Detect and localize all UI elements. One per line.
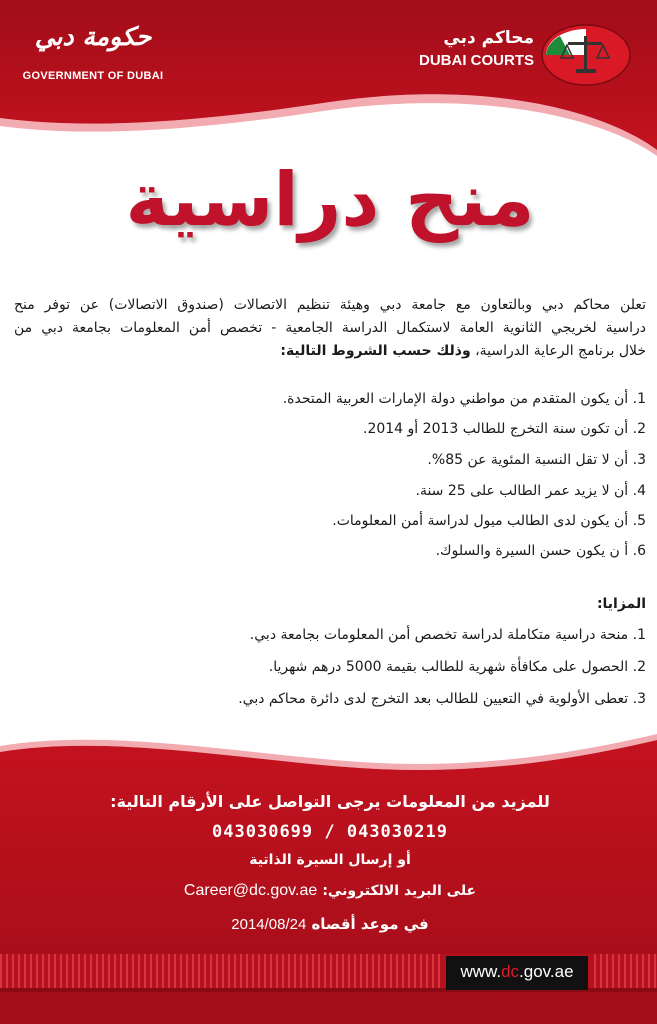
condition-item: 4. أن لا يزيد عمر الطالب على 25 سنة.: [415, 483, 646, 499]
contact-intro: للمزيد من المعلومات يرجى التواصل على الأرقام التالية:: [110, 792, 550, 811]
dubai-courts-logo[interactable]: [410, 22, 642, 92]
deadline-label: في موعد أقصاه: [311, 915, 429, 933]
website-text: [446, 962, 588, 982]
condition-item: 6. أ ن يكون حسن السيرة والسلوك.: [435, 543, 646, 559]
government-of-dubai-logo[interactable]: [18, 22, 168, 88]
website-link[interactable]: [446, 956, 588, 990]
website-suffix: .gov.ae: [519, 962, 574, 981]
condition-item: 3. أن لا تقل النسبة المئوية عن 85%.: [427, 452, 646, 468]
intro-line-2: دراسية لخريجي الثانوية العامة لاستكمال الدراسة الجامعية - تخصص أمن المعلومات بجامعة دبي من: [14, 320, 646, 336]
government-logo-arabic: حكومة دبي: [34, 22, 152, 51]
benefits-title: المزايا:: [596, 596, 646, 612]
email-label: على البريد الالكتروني:: [322, 883, 477, 899]
scales-of-justice-icon: [540, 22, 640, 88]
benefit-item: 2. الحصول على مكافأة شهرية للطالب بقيمة 5000 درهم شهريا.: [268, 659, 646, 675]
email-row: [60, 880, 600, 900]
courts-logo-english: DUBAI COURTS: [419, 52, 534, 69]
phone-numbers[interactable]: 043030699 / 043030219: [212, 822, 448, 842]
website-prefix: www.: [460, 962, 502, 981]
benefit-item: 1. منحة دراسية متكاملة لدراسة تخصص أمن المعلومات بجامعة دبي.: [249, 627, 646, 643]
cv-note: أو إرسال السيرة الذاتية: [249, 852, 411, 868]
courts-logo-arabic: محاكم دبي: [443, 28, 534, 48]
intro-paragraph: [14, 294, 646, 363]
condition-item: 1. أن يكون المتقدم من مواطني دولة الإمارات العربية المتحدة.: [282, 391, 646, 407]
page-title: منح دراسية: [125, 157, 535, 243]
government-logo-english: GOVERNMENT OF DUBAI: [22, 70, 164, 82]
intro-line-3-text: خلال برنامج الرعاية الدراسية،: [475, 343, 646, 359]
condition-item: 5. أن يكون لدى الطالب ميول لدراسة أمن المعلومات.: [332, 513, 646, 529]
intro-line-3: [14, 340, 646, 363]
email-link[interactable]: Career@dc.gov.ae: [183, 882, 318, 899]
condition-item: 2. أن تكون سنة التخرج للطالب 2013 أو 2014.: [363, 421, 646, 437]
deadline-date: 2014/08/24: [231, 916, 307, 933]
deadline-row: [60, 914, 600, 933]
intro-line-3-bold: وذلك حسب الشروط التالية:: [280, 343, 471, 359]
website-highlight: dc: [501, 962, 520, 981]
intro-line-1: تعلن محاكم دبي وبالتعاون مع جامعة دبي وهيئة تنظيم الاتصالات (صندوق الاتصالات) عن توفر منح: [14, 297, 646, 313]
benefit-item: 3. تعطى الأولوية في التعيين للطالب بعد التخرج لدى دائرة محاكم دبي.: [238, 691, 646, 707]
